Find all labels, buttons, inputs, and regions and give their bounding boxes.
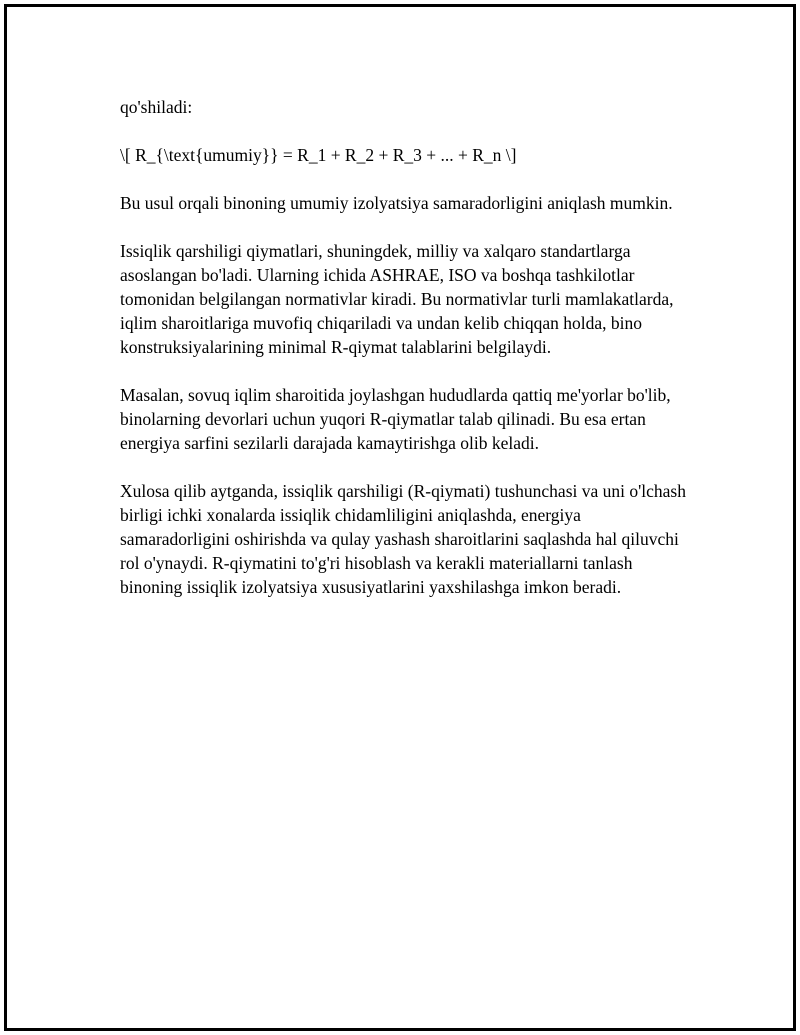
- paragraph-example: Masalan, sovuq iqlim sharoitida joylashgan hududlarda qattiq me'yorlar bo'lib, binolarning devorlari uchun yuqori R-qiymatlar talab qilinadi. Bu esa ertan energiya sarfini sezilarli darajada kamaytirishga olib keladi.: [120, 385, 671, 453]
- paragraph-continuation: qo'shiladi:: [120, 97, 193, 117]
- paragraph-method: Bu usul orqali binoning umumiy izolyatsiya samaradorligini aniqlash mumkin.: [120, 193, 673, 213]
- formula-line: \[ R_{\text{umumiy}} = R_1 + R_2 + R_3 + ... + R_n \]: [120, 145, 517, 165]
- document-body: [120, 95, 690, 623]
- paragraph-standards: Issiqlik qarshiligi qiymatlari, shuningdek, milliy va xalqaro standartlarga asoslangan bo'ladi. Ularning ichida ASHRAE, ISO va boshqa tashkilotlar tomonidan belgilangan normativlar kiradi. Bu normativlar turli mamlakatlarda, iqlim sharoitlariga muvofiq chiqariladi va undan kelib chiqqan holda, bino konstruksiyalarining minimal R-qiymat talablarini belgilaydi.: [120, 241, 674, 357]
- document-page: [4, 4, 796, 1031]
- paragraph-conclusion: Xulosa qilib aytganda, issiqlik qarshiligi (R-qiymati) tushunchasi va uni o'lchash birligi ichki xonalarda issiqlik chidamliligini aniqlashda, energiya samaradorligini oshirishda va qulay yashash sharoitlarini saqlashda hal qiluvchi rol o'ynaydi. R-qiymatini to'g'ri hisoblash va kerakli materiallarni tanlash binoning issiqlik izolyatsiya xususiyatlarini yaxshilashga imkon beradi.: [120, 481, 686, 597]
